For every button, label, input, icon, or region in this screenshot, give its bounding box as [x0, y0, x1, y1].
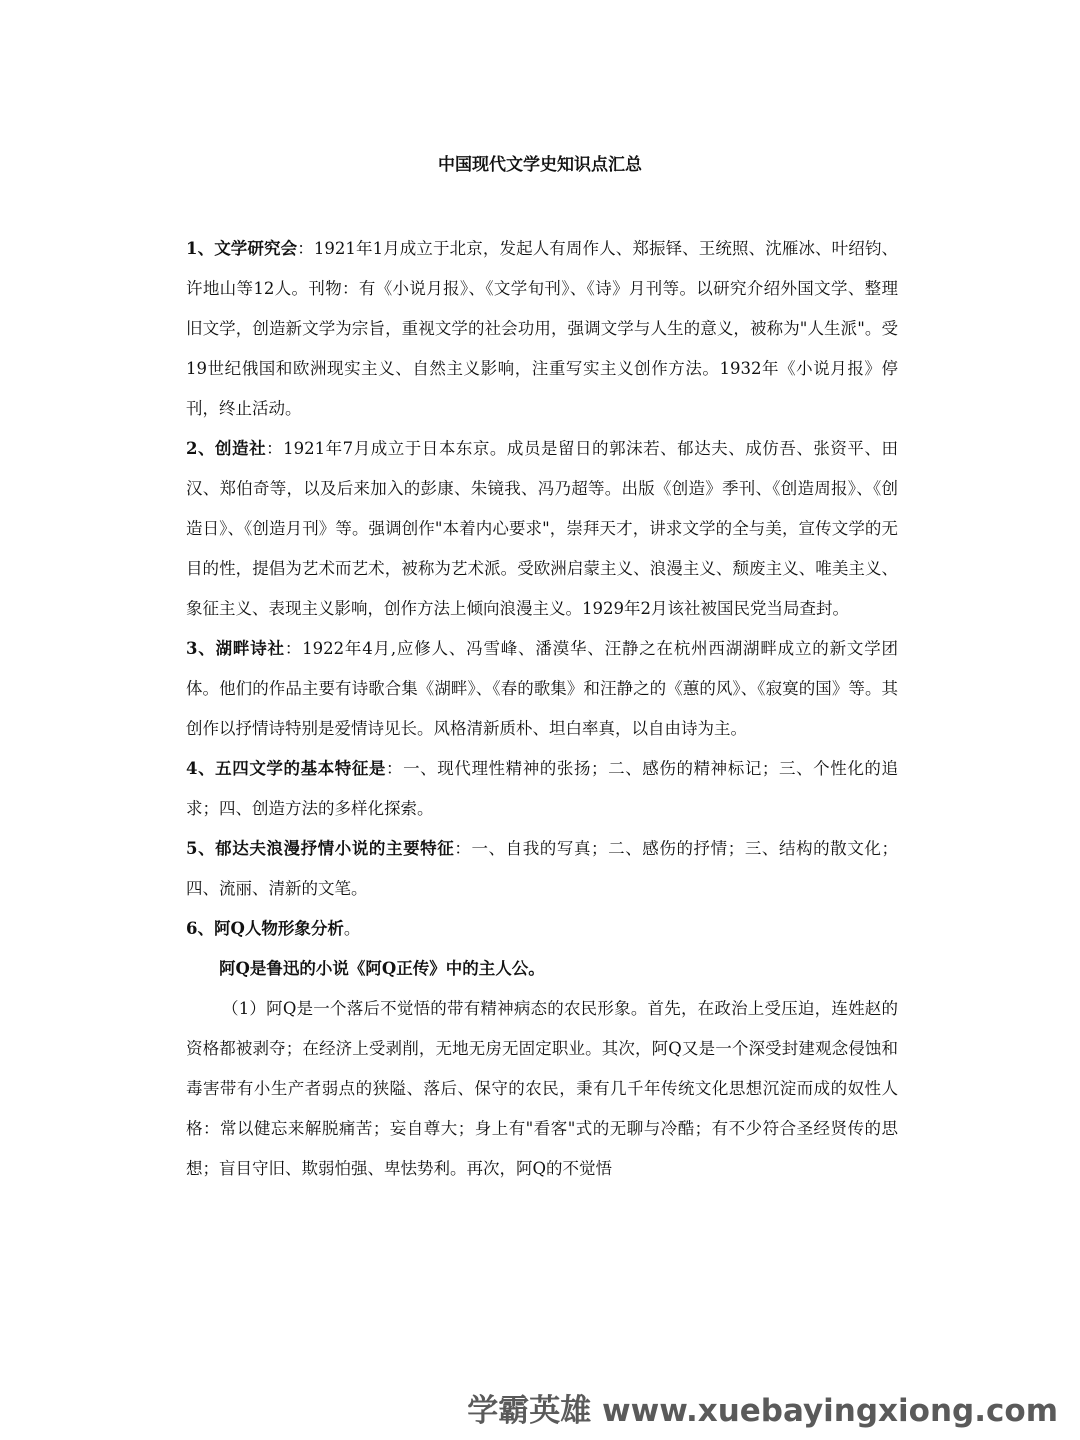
document-body: [186, 229, 898, 1189]
paragraph-heading: 1、文学研究会: [186, 239, 298, 258]
paragraph-lakeside-poetry-society: [186, 629, 898, 749]
page-title: 中国现代文学史知识点汇总: [438, 155, 642, 175]
paragraph-ah-q-detail: （1）阿Q是一个落后不觉悟的带有精神病态的农民形象。首先，在政治上受压迫，连姓赵的资格都被剥夺；在经济上受剥削，无地无房无固定职业。其次，阿Q又是一个深受封建观念侵蚀和毒害带有小生产者弱点的狭隘、落后、保守的农民，秉有几千年传统文化思想沉淀而成的奴性人格：常以健忘来解脱痛苦；妄自尊大；身上有"看客"式的无聊与冷酷；有不少符合圣经贤传的思想；盲目守旧、欺弱怕强、卑怯势利。再次，阿Q的不觉悟: [186, 999, 898, 1178]
paragraph-heading: 5、郁达夫浪漫抒情小说的主要特征: [186, 839, 455, 858]
ah-q-subheading: 阿Q是鲁迅的小说《阿Q正传》中的主人公。: [219, 959, 545, 978]
paragraph-text: ：1922年4月,应修人、冯雪峰、潘漠华、汪静之在杭州西湖湖畔成立的新文学团体。他们的作品主要有诗歌合集《湖畔》、《春的歌集》和汪静之的《蕙的风》、《寂寞的国》等。其创作以抒情诗特别是爱情诗见长。风格清新质朴、坦白率真，以自由诗为主。: [186, 639, 899, 738]
paragraph-text: ：一、现代理性精神的张扬；二、感伤的精神标记；三、个性化的追求；四、创造方法的多样化探索。: [186, 759, 899, 818]
paragraph-creation-society: [186, 429, 898, 629]
paragraph-ah-q-analysis: [186, 909, 898, 949]
paragraph-heading: 6、阿Q人物形象分析: [186, 919, 344, 938]
paragraph-may-fourth-features: [186, 749, 898, 829]
paragraph-heading: 4、五四文学的基本特征是: [186, 759, 387, 778]
watermark-footer: 学霸英雄 www.xuebayingxiong.com: [467, 1393, 1058, 1429]
paragraph-yu-dafu-features: [186, 829, 898, 909]
paragraph-text: 。: [343, 919, 361, 938]
paragraph-heading: 2、创造社: [186, 439, 267, 458]
paragraph-text: ：1921年1月成立于北京，发起人有周作人、郑振铎、王统照、沈雁冰、叶绍钧、许地山等12人。刊物：有《小说月报》、《文学旬刊》、《诗》月刊等。以研究介绍外国文学、整理旧文学，创造新文学为宗旨，重视文学的社会功用，强调文学与人生的意义，被称为"人生派"。受19世纪俄国和欧洲现实主义、自然主义影响，注重写实主义创作方法。1932年《小说月报》停刊，终止活动。: [186, 239, 898, 418]
paragraph-text: ：1921年7月成立于日本东京。成员是留日的郭沫若、郁达夫、成仿吾、张资平、田汉、郑伯奇等，以及后来加入的彭康、朱镜我、冯乃超等。出版《创造》季刊、《创造周报》、《创造日》、《创造月刊》等。强调创作"本着内心要求"，崇拜天才，讲求文学的全与美，宣传文学的无目的性，提倡为艺术而艺术，被称为艺术派。受欧洲启蒙主义、浪漫主义、颓废主义、唯美主义、象征主义、表现主义影响，创作方法上倾向浪漫主义。1929年2月该社被国民党当局查封。: [186, 439, 898, 618]
paragraph-heading: 3、湖畔诗社: [186, 639, 285, 658]
paragraph-text: ：一、自我的写真；二、感伤的抒情；三、结构的散文化；四、流丽、清新的文笔。: [186, 839, 899, 898]
paragraph-literary-research-society: [186, 229, 898, 429]
